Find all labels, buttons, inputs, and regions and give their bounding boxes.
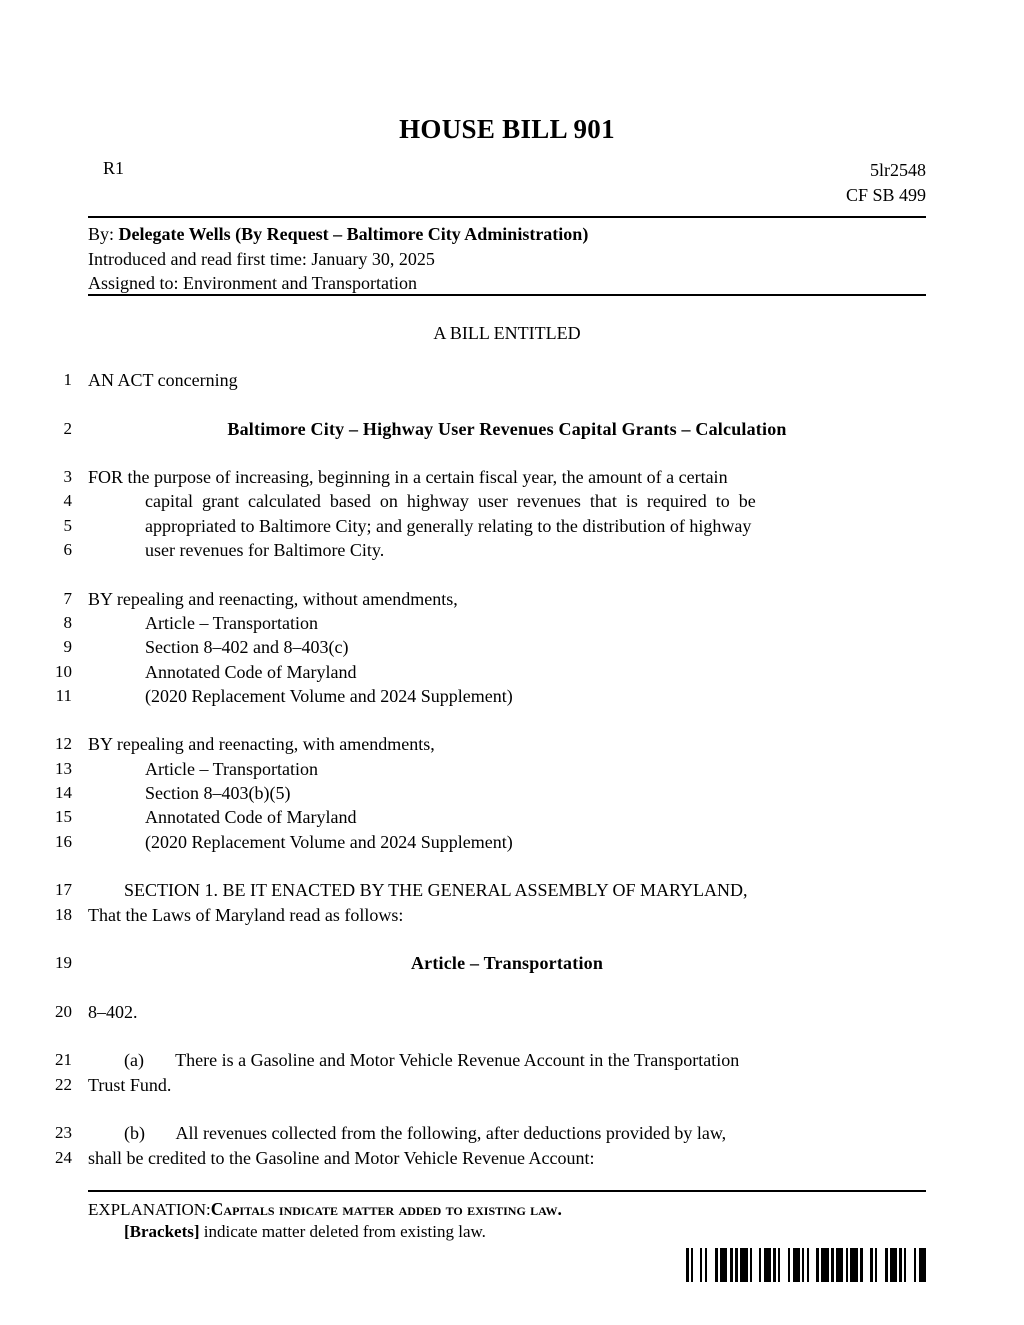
explanation-label: EXPLANATION: <box>88 1200 211 1219</box>
line-text: capital grant calculated based on highway user revenues that is required to be <box>145 491 756 512</box>
line-number: 20 <box>55 1001 72 1021</box>
explanation-line-capitals <box>88 1198 926 1221</box>
page-title: HOUSE BILL 901 <box>399 114 615 144</box>
document-code-left: R1 <box>103 158 125 178</box>
bill-line <box>0 783 1024 807</box>
blank-line <box>0 1026 1024 1050</box>
line-number: 12 <box>55 734 72 754</box>
line-text: BY repealing and reenacting, without amendments, <box>88 588 458 609</box>
barcode-bar <box>906 1248 914 1282</box>
line-text: appropriated to Baltimore City; and generally relating to the distribution of highway <box>145 515 752 536</box>
bill-line <box>0 734 1024 758</box>
line-text: Section 8–403(b)(5) <box>145 783 291 804</box>
line-number: 7 <box>63 588 72 608</box>
line-number: 16 <box>55 831 72 851</box>
line-number: 15 <box>55 807 72 827</box>
line-number: 23 <box>55 1123 72 1143</box>
introduced-line: Introduced and read first time: January 30, 2025 <box>88 248 435 269</box>
bill-line <box>0 832 1024 856</box>
line-text: AN ACT concerning <box>88 370 238 390</box>
barcode-bar <box>877 1248 885 1282</box>
bill-line <box>0 540 1024 564</box>
barcode-bar <box>720 1248 727 1282</box>
blank-line <box>0 710 1024 734</box>
bill-line <box>0 1002 1024 1026</box>
line-number: 5 <box>63 515 72 535</box>
explanation-footer <box>88 1198 926 1243</box>
line-number: 10 <box>55 661 72 681</box>
line-text: Article – Transportation <box>410 953 604 974</box>
line-text: Annotated Code of Maryland <box>145 661 357 682</box>
line-text: BY repealing and reenacting, with amendments, <box>88 734 435 755</box>
line-text: (b) All revenues collected from the following, after deductions provided by law, <box>88 1123 727 1144</box>
line-text: Annotated Code of Maryland <box>145 807 357 828</box>
line-number: 8 <box>63 612 72 632</box>
blank-line <box>0 394 1024 418</box>
brackets-label: [Brackets] <box>124 1222 200 1241</box>
bill-line <box>0 1050 1024 1074</box>
bill-line <box>0 686 1024 710</box>
bill-line <box>0 662 1024 686</box>
bill-line <box>0 516 1024 540</box>
line-number: 3 <box>63 467 72 487</box>
line-number: 2 <box>63 418 72 438</box>
barcode-bar <box>693 1248 700 1282</box>
line-number: 9 <box>63 637 72 657</box>
blank-line <box>0 856 1024 880</box>
barcode-bar <box>752 1248 759 1282</box>
line-number: 14 <box>55 783 72 803</box>
line-number: 6 <box>63 540 72 560</box>
sponsor-name: Delegate Wells (By Request – Baltimore City Administration) <box>118 224 589 244</box>
barcode-bar <box>890 1248 897 1282</box>
bill-line <box>0 467 1024 491</box>
bill-line <box>0 880 1024 904</box>
explanation-line-brackets <box>88 1221 926 1243</box>
intro-block <box>88 222 926 296</box>
document-code-right <box>846 158 926 208</box>
line-text: (2020 Replacement Volume and 2024 Supplement) <box>145 685 513 706</box>
line-number: 19 <box>55 953 72 973</box>
line-text: (a) There is a Gasoline and Motor Vehicle Revenue Account in the Transportation <box>88 1050 740 1071</box>
line-number: 11 <box>55 685 72 705</box>
blank-line <box>0 929 1024 953</box>
divider-bottom <box>88 294 926 296</box>
line-text: FOR the purpose of increasing, beginning in a certain fiscal year, the amount of a certain <box>88 467 728 488</box>
crossfile-number: CF SB 499 <box>845 185 926 205</box>
line-number: 17 <box>55 880 72 900</box>
line-number: 24 <box>55 1147 72 1167</box>
barcode-bar <box>793 1248 800 1282</box>
line-number: 21 <box>55 1050 72 1070</box>
bill-line <box>0 759 1024 783</box>
bill-entitled-heading: A BILL ENTITLED <box>433 323 581 343</box>
divider-top <box>88 216 926 218</box>
bill-line <box>0 491 1024 515</box>
line-number: 22 <box>55 1074 72 1094</box>
by-label: By: <box>88 224 119 244</box>
line-text: shall be credited to the Gasoline and Motor Vehicle Revenue Account: <box>88 1147 595 1168</box>
bill-line <box>0 807 1024 831</box>
barcode-bar <box>836 1248 843 1282</box>
bill-body <box>0 370 1024 1172</box>
barcode-bar <box>926 1248 929 1282</box>
line-text: user revenues for Baltimore City. <box>145 540 385 561</box>
barcode-bar <box>919 1248 926 1282</box>
barcode-bar <box>764 1248 771 1282</box>
line-text: Article – Transportation <box>145 612 318 633</box>
line-number: 1 <box>63 370 72 389</box>
brackets-description: indicate matter deleted from existing law. <box>199 1222 486 1241</box>
drafting-number: 5lr2548 <box>870 160 926 180</box>
line-number: 18 <box>55 904 72 924</box>
line-text: Baltimore City – Highway User Revenues Capital Grants – Calculation <box>227 418 787 439</box>
bill-line <box>0 905 1024 929</box>
line-text: (2020 Replacement Volume and 2024 Supplement) <box>145 831 513 852</box>
line-number: 13 <box>55 758 72 778</box>
bill-line <box>0 1123 1024 1147</box>
sponsor-line <box>88 222 926 247</box>
bill-line <box>0 613 1024 637</box>
barcode-bar <box>780 1248 788 1282</box>
line-text: Section 8–402 and 8–403(c) <box>145 637 349 658</box>
line-text: That the Laws of Maryland read as follows: <box>88 904 404 925</box>
bill-line <box>0 1075 1024 1099</box>
assigned-line: Assigned to: Environment and Transportation <box>88 273 417 293</box>
blank-line <box>0 443 1024 467</box>
line-number: 4 <box>63 491 72 511</box>
bill-line <box>0 637 1024 661</box>
bill-line <box>0 1148 1024 1172</box>
explanation-capitals-text: Capitals indicate matter added to existing law. <box>210 1199 562 1219</box>
bill-line <box>0 953 1024 977</box>
bill-line <box>0 370 1024 394</box>
line-text: Trust Fund. <box>88 1074 172 1095</box>
blank-line <box>0 1099 1024 1123</box>
barcode-bar <box>821 1248 829 1282</box>
line-text: Article – Transportation <box>145 758 318 779</box>
barcode <box>686 1248 929 1282</box>
bill-line <box>0 589 1024 613</box>
divider-footer <box>88 1190 926 1192</box>
blank-line <box>0 564 1024 588</box>
barcode-bar <box>809 1248 816 1282</box>
line-text: SECTION 1. BE IT ENACTED BY THE GENERAL ASSEMBLY OF MARYLAND, <box>88 880 748 901</box>
blank-line <box>0 977 1024 1001</box>
line-text: 8–402. <box>88 1001 138 1022</box>
bill-line <box>0 419 1024 443</box>
barcode-bar <box>863 1248 870 1282</box>
barcode-bar <box>850 1248 858 1282</box>
barcode-bar <box>740 1248 748 1282</box>
barcode-bar <box>707 1248 715 1282</box>
